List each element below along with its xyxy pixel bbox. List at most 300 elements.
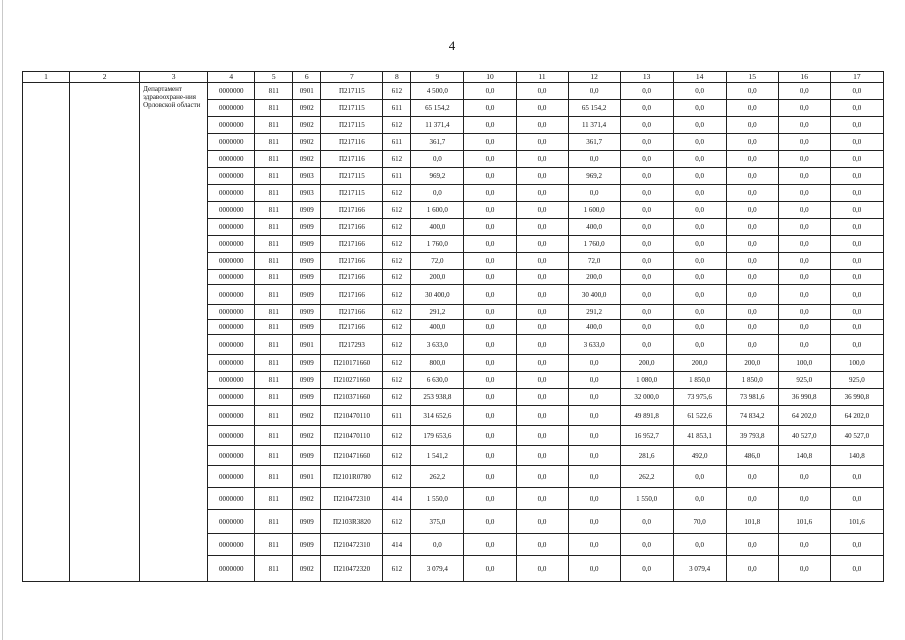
- table-cell: П217166: [321, 253, 383, 270]
- table-cell: 811: [255, 488, 293, 510]
- table-cell: 0,0: [568, 406, 620, 426]
- table-cell: 0,0: [778, 466, 830, 488]
- table-cell: 0,0: [830, 320, 883, 335]
- table-cell: 375,0: [411, 510, 464, 534]
- table-cell: 0,0: [516, 253, 568, 270]
- table-cell: 0000000: [208, 426, 255, 446]
- table-cell: 0,0: [726, 83, 778, 100]
- table-cell: 0,0: [778, 320, 830, 335]
- table-cell: 0,0: [830, 285, 883, 305]
- table-cell: П210472320: [321, 556, 383, 582]
- header-cell: 1: [23, 72, 70, 83]
- table-cell: 0,0: [726, 236, 778, 253]
- table-cell: 0,0: [464, 202, 516, 219]
- table-cell: 0,0: [620, 117, 673, 134]
- table-cell: 281,6: [620, 446, 673, 466]
- table-cell: 11 371,4: [411, 117, 464, 134]
- table-cell: 200,0: [620, 355, 673, 372]
- table-cell: 0901: [293, 83, 321, 100]
- table-cell: 0,0: [620, 285, 673, 305]
- table-cell: 811: [255, 285, 293, 305]
- table-cell: 0,0: [464, 168, 516, 185]
- header-cell: 4: [208, 72, 255, 83]
- table-cell: 0,0: [830, 134, 883, 151]
- table-cell: 0,0: [726, 100, 778, 117]
- table-cell: П210470110: [321, 426, 383, 446]
- table-cell: 414: [383, 488, 411, 510]
- header-cell: 12: [568, 72, 620, 83]
- table-cell: П217293: [321, 335, 383, 355]
- table-cell: 70,0: [673, 510, 726, 534]
- table-cell: 0000000: [208, 185, 255, 202]
- table-cell: П217166: [321, 320, 383, 335]
- table-cell: 0000000: [208, 534, 255, 556]
- table-cell: 0,0: [464, 117, 516, 134]
- table-cell: 6 630,0: [411, 372, 464, 389]
- column-2-cell: [70, 83, 140, 582]
- table-cell: 811: [255, 466, 293, 488]
- table-cell: 0,0: [516, 355, 568, 372]
- table-cell: 0,0: [620, 534, 673, 556]
- table-cell: 0,0: [830, 488, 883, 510]
- table-cell: 0,0: [726, 534, 778, 556]
- table-cell: 0903: [293, 168, 321, 185]
- table-cell: 200,0: [568, 270, 620, 285]
- header-cell: 13: [620, 72, 673, 83]
- table-cell: 0901: [293, 335, 321, 355]
- table-cell: 612: [383, 372, 411, 389]
- table-cell: 811: [255, 134, 293, 151]
- table-cell: 361,7: [568, 134, 620, 151]
- table-cell: 0,0: [673, 185, 726, 202]
- header-cell: 11: [516, 72, 568, 83]
- table-cell: 811: [255, 372, 293, 389]
- table-cell: П217166: [321, 305, 383, 320]
- table-cell: 492,0: [673, 446, 726, 466]
- table-cell: П217115: [321, 168, 383, 185]
- table-cell: 0,0: [778, 168, 830, 185]
- table-cell: 0,0: [726, 466, 778, 488]
- table-cell: 100,0: [830, 355, 883, 372]
- table-cell: 0,0: [516, 556, 568, 582]
- table-cell: 925,0: [778, 372, 830, 389]
- table-cell: 611: [383, 406, 411, 426]
- table-header-row: [23, 72, 884, 83]
- table-cell: 32 000,0: [620, 389, 673, 406]
- table-cell: 0000000: [208, 134, 255, 151]
- table-cell: 0,0: [778, 488, 830, 510]
- table-cell: 0,0: [673, 219, 726, 236]
- table-cell: 811: [255, 151, 293, 168]
- table-cell: 0,0: [726, 320, 778, 335]
- table-cell: 811: [255, 389, 293, 406]
- table-cell: 0902: [293, 100, 321, 117]
- table-cell: 0,0: [464, 426, 516, 446]
- table-cell: 0,0: [464, 320, 516, 335]
- table-cell: 0,0: [620, 185, 673, 202]
- table-cell: 811: [255, 335, 293, 355]
- table-cell: 0,0: [516, 305, 568, 320]
- table-cell: 0,0: [516, 100, 568, 117]
- table-cell: 11 371,4: [568, 117, 620, 134]
- table-cell: 0,0: [620, 270, 673, 285]
- table-cell: П217166: [321, 202, 383, 219]
- table-cell: 0,0: [464, 285, 516, 305]
- table-cell: 0,0: [516, 320, 568, 335]
- table-cell: 811: [255, 534, 293, 556]
- table-cell: 101,8: [726, 510, 778, 534]
- table-cell: 0,0: [620, 320, 673, 335]
- table-cell: П217116: [321, 151, 383, 168]
- table-cell: 0902: [293, 117, 321, 134]
- header-cell: 14: [673, 72, 726, 83]
- header-cell: 5: [255, 72, 293, 83]
- table-cell: 0,0: [830, 335, 883, 355]
- table-cell: П210472310: [321, 534, 383, 556]
- table-cell: 314 652,6: [411, 406, 464, 426]
- table-cell: П217116: [321, 134, 383, 151]
- table-cell: 0,0: [673, 335, 726, 355]
- table-cell: П210472310: [321, 488, 383, 510]
- table-cell: 0,0: [568, 355, 620, 372]
- table-cell: 361,7: [411, 134, 464, 151]
- table-cell: 0000000: [208, 270, 255, 285]
- table-cell: 0,0: [464, 219, 516, 236]
- table-cell: 612: [383, 151, 411, 168]
- table-cell: 0909: [293, 253, 321, 270]
- table-cell: 811: [255, 406, 293, 426]
- table-cell: 0,0: [830, 534, 883, 556]
- table-cell: 0000000: [208, 83, 255, 100]
- table-cell: 0,0: [464, 406, 516, 426]
- table-cell: 0,0: [464, 488, 516, 510]
- table-cell: 0,0: [464, 100, 516, 117]
- table-cell: 0,0: [778, 134, 830, 151]
- table-cell: 0,0: [464, 466, 516, 488]
- table-cell: 0,0: [568, 389, 620, 406]
- table-cell: 811: [255, 100, 293, 117]
- table-cell: 0,0: [673, 236, 726, 253]
- table-cell: 3 633,0: [411, 335, 464, 355]
- table-cell: 0,0: [464, 83, 516, 100]
- table-cell: П2101R0780: [321, 466, 383, 488]
- table-cell: 0,0: [464, 305, 516, 320]
- table-cell: 0,0: [516, 466, 568, 488]
- table-cell: 200,0: [726, 355, 778, 372]
- table-cell: 1 850,0: [673, 372, 726, 389]
- table-cell: 0000000: [208, 355, 255, 372]
- table-cell: П210471660: [321, 446, 383, 466]
- table-cell: 0,0: [726, 202, 778, 219]
- table-cell: 0,0: [830, 466, 883, 488]
- table-cell: 612: [383, 117, 411, 134]
- budget-table: [22, 71, 884, 582]
- table-cell: 40 527,0: [778, 426, 830, 446]
- table-cell: 0,0: [516, 335, 568, 355]
- table-cell: 0000000: [208, 117, 255, 134]
- table-cell: 0000000: [208, 202, 255, 219]
- table-cell: 0,0: [464, 446, 516, 466]
- table-cell: 65 154,2: [568, 100, 620, 117]
- table-cell: 0,0: [464, 151, 516, 168]
- page-number: 4: [448, 38, 456, 53]
- table-cell: 0,0: [778, 202, 830, 219]
- table-cell: П217115: [321, 117, 383, 134]
- table-cell: 0,0: [464, 510, 516, 534]
- table-cell: 0,0: [568, 185, 620, 202]
- table-cell: 1 080,0: [620, 372, 673, 389]
- table-cell: 0,0: [464, 534, 516, 556]
- table-cell: 0000000: [208, 151, 255, 168]
- table-cell: 64 202,0: [778, 406, 830, 426]
- table-cell: 140,8: [778, 446, 830, 466]
- table-cell: 0,0: [464, 335, 516, 355]
- table-cell: 0000000: [208, 253, 255, 270]
- table-cell: 0,0: [673, 270, 726, 285]
- table-cell: 0,0: [726, 151, 778, 168]
- table-cell: 0,0: [673, 320, 726, 335]
- table-cell: 612: [383, 305, 411, 320]
- table-cell: 1 850,0: [726, 372, 778, 389]
- header-cell: 17: [830, 72, 883, 83]
- table-cell: 0903: [293, 185, 321, 202]
- department-name: Департамент здравоохране-ния Орловской области: [140, 83, 208, 582]
- table-cell: 0000000: [208, 168, 255, 185]
- table-cell: 0909: [293, 320, 321, 335]
- table-cell: 0,0: [726, 556, 778, 582]
- table-cell: 0909: [293, 270, 321, 285]
- table-cell: 0,0: [620, 202, 673, 219]
- table-cell: П210371660: [321, 389, 383, 406]
- table-cell: 0,0: [620, 83, 673, 100]
- table-cell: 0000000: [208, 236, 255, 253]
- table-cell: 612: [383, 236, 411, 253]
- table-cell: 0,0: [830, 219, 883, 236]
- table-cell: 0,0: [464, 236, 516, 253]
- table-cell: 1 541,2: [411, 446, 464, 466]
- table-cell: 0,0: [568, 151, 620, 168]
- table-cell: 0,0: [516, 389, 568, 406]
- table-cell: 40 527,0: [830, 426, 883, 446]
- table-cell: 0,0: [830, 236, 883, 253]
- table-cell: 3 079,4: [673, 556, 726, 582]
- table-cell: 0902: [293, 556, 321, 582]
- table-cell: 0,0: [516, 202, 568, 219]
- table-cell: 612: [383, 185, 411, 202]
- table-cell: 0,0: [726, 185, 778, 202]
- table-cell: 0,0: [778, 185, 830, 202]
- header-cell: 7: [321, 72, 383, 83]
- table-cell: 0,0: [726, 285, 778, 305]
- table-cell: 0,0: [673, 253, 726, 270]
- table-cell: 0,0: [568, 83, 620, 100]
- table-cell: 0,0: [620, 151, 673, 168]
- table-cell: 49 891,8: [620, 406, 673, 426]
- table-cell: 0,0: [516, 219, 568, 236]
- table-cell: 36 990,8: [778, 389, 830, 406]
- table-cell: 612: [383, 335, 411, 355]
- table-cell: 291,2: [568, 305, 620, 320]
- table-cell: 969,2: [568, 168, 620, 185]
- table-cell: 811: [255, 185, 293, 202]
- table-cell: 0,0: [673, 117, 726, 134]
- table-cell: 100,0: [778, 355, 830, 372]
- table-cell: 811: [255, 556, 293, 582]
- table-cell: 0000000: [208, 335, 255, 355]
- table-cell: 0901: [293, 466, 321, 488]
- table-cell: 65 154,2: [411, 100, 464, 117]
- table-cell: 811: [255, 168, 293, 185]
- table-cell: 612: [383, 320, 411, 335]
- table-cell: 612: [383, 556, 411, 582]
- table-cell: 0,0: [516, 236, 568, 253]
- table-cell: П217166: [321, 270, 383, 285]
- table-cell: 611: [383, 168, 411, 185]
- table-cell: 0,0: [516, 168, 568, 185]
- table-cell: 612: [383, 446, 411, 466]
- table-cell: 0000000: [208, 305, 255, 320]
- table-cell: 611: [383, 100, 411, 117]
- table-cell: 36 990,8: [830, 389, 883, 406]
- table-cell: 0909: [293, 446, 321, 466]
- table-cell: 0,0: [778, 236, 830, 253]
- table-cell: 612: [383, 510, 411, 534]
- table-cell: 0,0: [516, 510, 568, 534]
- table-cell: 400,0: [568, 219, 620, 236]
- table-cell: 0000000: [208, 488, 255, 510]
- table-cell: 0,0: [568, 510, 620, 534]
- table-cell: 0,0: [620, 335, 673, 355]
- table-cell: П210271660: [321, 372, 383, 389]
- table-cell: 400,0: [568, 320, 620, 335]
- table-cell: 811: [255, 270, 293, 285]
- table-cell: 0,0: [726, 117, 778, 134]
- table-cell: 0,0: [516, 426, 568, 446]
- table-cell: 0909: [293, 372, 321, 389]
- table-cell: 0000000: [208, 320, 255, 335]
- table-cell: 0,0: [673, 305, 726, 320]
- table-cell: 73 981,6: [726, 389, 778, 406]
- table-cell: 0909: [293, 510, 321, 534]
- table-cell: П217166: [321, 285, 383, 305]
- table-cell: 0,0: [673, 151, 726, 168]
- table-cell: 73 975,6: [673, 389, 726, 406]
- table-cell: 0,0: [568, 534, 620, 556]
- header-cell: 16: [778, 72, 830, 83]
- table-cell: 0,0: [516, 372, 568, 389]
- table-cell: П217115: [321, 100, 383, 117]
- table-cell: 0902: [293, 426, 321, 446]
- table-cell: 612: [383, 83, 411, 100]
- table-cell: 0,0: [516, 446, 568, 466]
- table-cell: 0902: [293, 488, 321, 510]
- table-cell: 0,0: [778, 151, 830, 168]
- table-cell: 0,0: [726, 488, 778, 510]
- header-cell: 2: [70, 72, 140, 83]
- column-1-cell: [23, 83, 70, 582]
- table-cell: 16 952,7: [620, 426, 673, 446]
- table-cell: 0,0: [620, 219, 673, 236]
- table-cell: 0,0: [726, 253, 778, 270]
- table-cell: 0,0: [778, 117, 830, 134]
- table-cell: П210470110: [321, 406, 383, 426]
- scan-edge-line: [2, 0, 3, 640]
- table-cell: 0000000: [208, 389, 255, 406]
- table-cell: 0,0: [568, 466, 620, 488]
- table-cell: П217166: [321, 219, 383, 236]
- table-cell: 0909: [293, 534, 321, 556]
- table-cell: 0,0: [516, 488, 568, 510]
- table-cell: 0,0: [620, 510, 673, 534]
- table-cell: 1 600,0: [411, 202, 464, 219]
- table-cell: 0,0: [464, 355, 516, 372]
- table-cell: 0,0: [568, 426, 620, 446]
- table-cell: П210171660: [321, 355, 383, 372]
- table-cell: 0000000: [208, 556, 255, 582]
- table-cell: 0,0: [830, 151, 883, 168]
- table-cell: 0,0: [830, 270, 883, 285]
- table-cell: 61 522,6: [673, 406, 726, 426]
- table-cell: П217166: [321, 236, 383, 253]
- table-cell: 0909: [293, 355, 321, 372]
- table-cell: 800,0: [411, 355, 464, 372]
- table-cell: 0,0: [568, 488, 620, 510]
- table-cell: 0000000: [208, 510, 255, 534]
- table-cell: 0,0: [516, 406, 568, 426]
- table-cell: 0000000: [208, 466, 255, 488]
- table-cell: 0000000: [208, 100, 255, 117]
- table-cell: 0909: [293, 305, 321, 320]
- header-cell: 3: [140, 72, 208, 83]
- table-cell: 0,0: [568, 556, 620, 582]
- table-cell: 612: [383, 285, 411, 305]
- table-cell: 0,0: [673, 134, 726, 151]
- table-cell: 0,0: [778, 305, 830, 320]
- table-cell: 0000000: [208, 406, 255, 426]
- table-cell: 612: [383, 426, 411, 446]
- table-cell: 925,0: [830, 372, 883, 389]
- table-cell: 612: [383, 389, 411, 406]
- table-cell: 4 500,0: [411, 83, 464, 100]
- table-cell: 0,0: [830, 202, 883, 219]
- table-cell: 0,0: [778, 534, 830, 556]
- table-cell: 0000000: [208, 446, 255, 466]
- table-cell: 0000000: [208, 219, 255, 236]
- table-cell: 0,0: [830, 185, 883, 202]
- table-cell: 612: [383, 219, 411, 236]
- table-cell: 400,0: [411, 320, 464, 335]
- table-cell: 0,0: [464, 372, 516, 389]
- table-cell: П217115: [321, 185, 383, 202]
- table-cell: 1 760,0: [411, 236, 464, 253]
- table-cell: П2103R3820: [321, 510, 383, 534]
- table-cell: 0,0: [778, 285, 830, 305]
- table-cell: 0,0: [464, 253, 516, 270]
- table-cell: 811: [255, 219, 293, 236]
- table-cell: 1 760,0: [568, 236, 620, 253]
- table-cell: 0,0: [830, 83, 883, 100]
- table-cell: 0,0: [830, 305, 883, 320]
- table-cell: 0,0: [726, 168, 778, 185]
- table-cell: 0,0: [726, 335, 778, 355]
- table-cell: 0,0: [830, 556, 883, 582]
- table-cell: 0902: [293, 151, 321, 168]
- table-cell: 486,0: [726, 446, 778, 466]
- table-cell: 0,0: [830, 100, 883, 117]
- table-cell: 291,2: [411, 305, 464, 320]
- table-cell: 0,0: [778, 253, 830, 270]
- table-cell: 0,0: [620, 100, 673, 117]
